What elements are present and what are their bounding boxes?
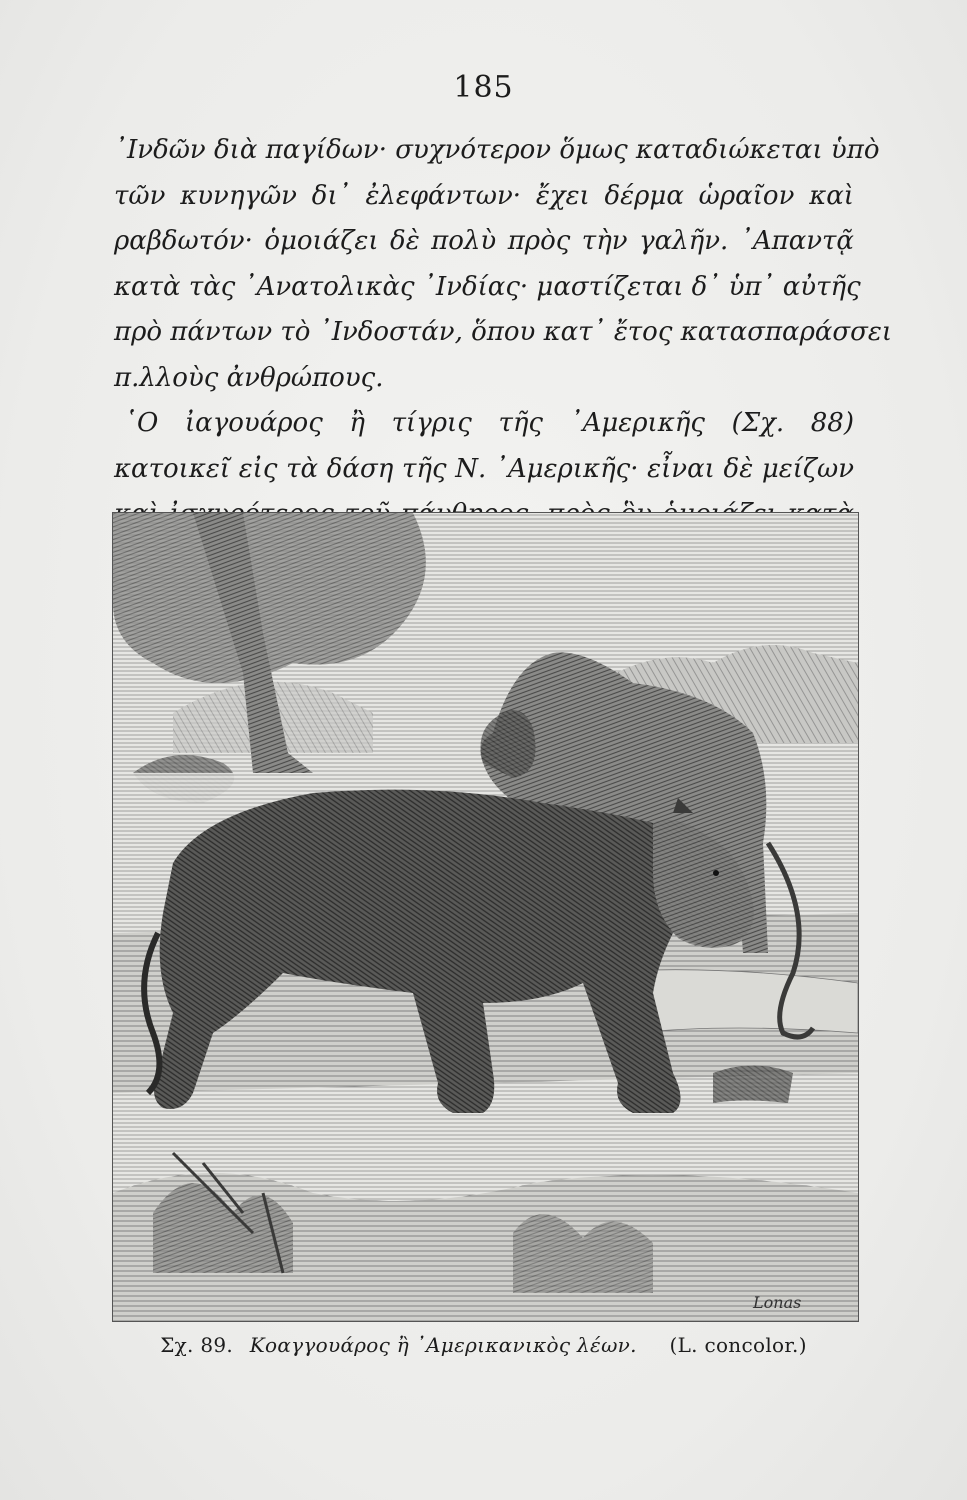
caption-figure-number: Σχ. 89. <box>160 1333 234 1357</box>
text-line: τῶν κυνηγῶν δι᾽ ἐλεφάντων· ἔχει δέρμα ὡραῖον καὶ <box>114 180 854 211</box>
text-line: π.λλοὺς ἀνθρώπους. <box>114 362 384 393</box>
caption-latin-name: (L. concolor.) <box>669 1333 807 1357</box>
caption-animal-name: Κοαγγουάρος ἢ ᾽Αμερικανικὸς λέων. <box>249 1333 637 1357</box>
text-line: κατὰ τὰς ᾽Ανατολικὰς ᾽Ινδίας· μαστίζεται δ᾽ ὑπ᾽ αὐτῆς <box>114 271 861 302</box>
text-line: κατοικεῖ εἰς τὰ δάση τῆς Ν. ᾽Αμερικῆς· εἶναι δὲ μείζων <box>114 453 854 484</box>
rock <box>713 1066 793 1104</box>
text-line: ᾽Ινδῶν διὰ παγίδων· συχνότερον ὅμως καταδιώκεται ὑπὸ <box>114 135 880 165</box>
text-line: ῾Ο ἰαγουάρος ἢ τίγρις τῆς ᾽Αμερικῆς (Σχ. 88) <box>124 408 854 438</box>
text-line: ραβδωτόν· ὁμοιάζει δὲ πολὺ πρὸς τὴν γαλῆν. ᾽Απαντᾷ <box>114 226 854 256</box>
engraver-signature: Lonas <box>753 1293 802 1312</box>
engraving-illustration <box>112 512 859 1322</box>
text-line: πρὸ πάντων τὸ ᾽Ινδοστάν, ὅπου κατ᾽ ἔτος κατασπαράσσει <box>114 317 893 347</box>
engraving-drawing <box>113 513 858 1321</box>
page-number: 185 <box>453 70 514 105</box>
figure-caption <box>0 1333 967 1357</box>
